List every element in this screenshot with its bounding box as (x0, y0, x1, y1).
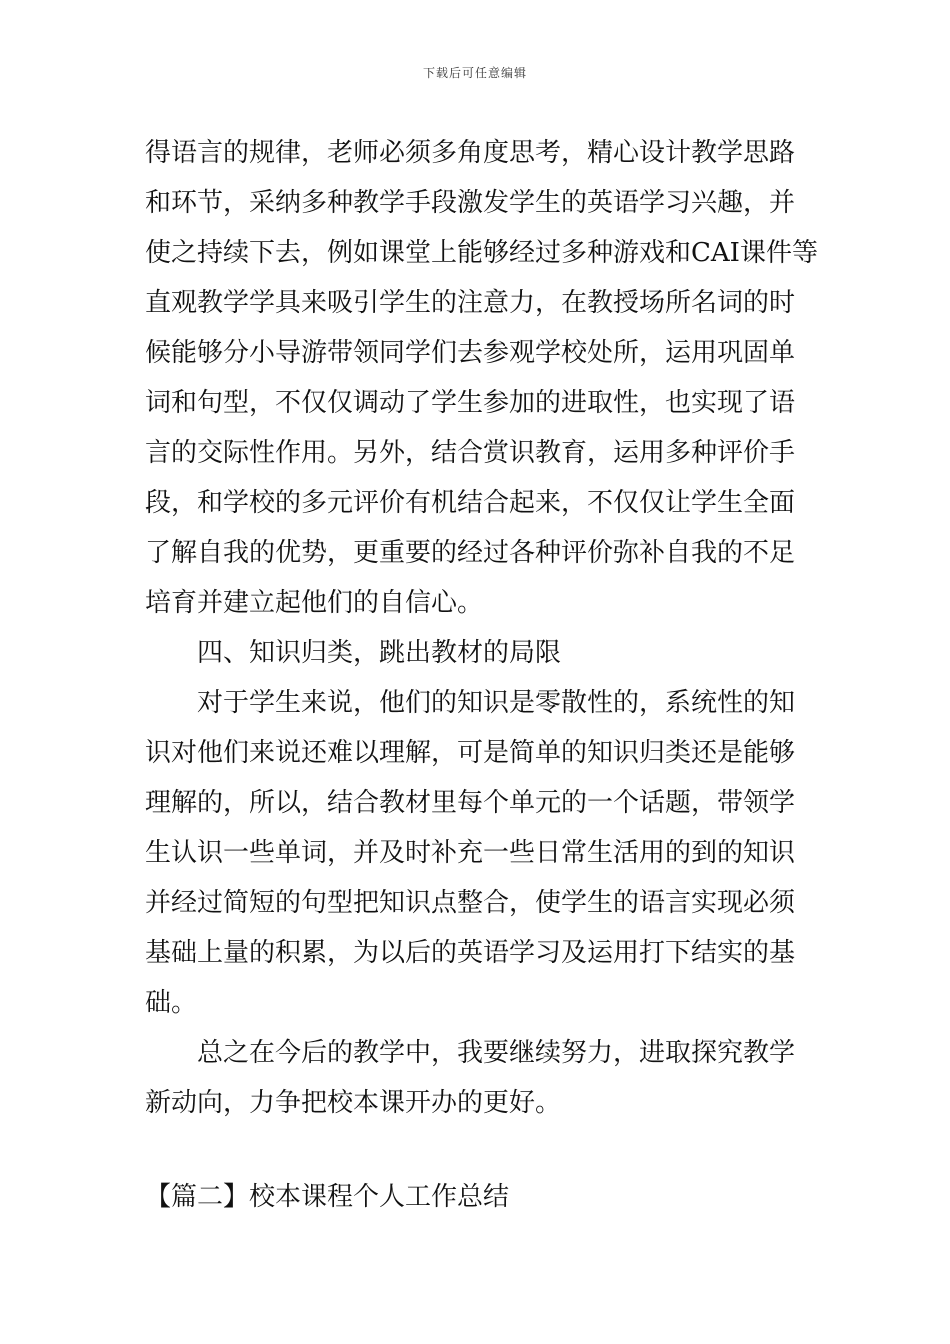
text-line: 识对他们来说还难以理解，可是简单的知识归类还是能够 (145, 738, 796, 768)
text-line: 直观教学学具来吸引学生的注意力，在教授场所名词的时 (145, 288, 796, 318)
text-line: 础。 (145, 988, 198, 1018)
text-line: 理解的，所以，结合教材里每个单元的一个话题，带领学 (145, 788, 796, 818)
text-line: 生认识一些单词，并及时补充一些日常生活用的到的知识 (145, 838, 796, 868)
text-line: 和环节，采纳多种教学手段激发学生的英语学习兴趣，并 (145, 188, 796, 218)
text-line: 并经过简短的句型把知识点整合，使学生的语言实现必须 (145, 888, 796, 918)
text-line: 候能够分小导游带领同学们去参观学校处所，运用巩固单 (145, 338, 796, 368)
text-line: 培育并建立起他们的自信心。 (145, 588, 484, 618)
document-body (145, 128, 818, 1128)
paragraph (145, 1028, 809, 1128)
text-line: 使之持续下去，例如课堂上能够经过多种游戏和CAI课件等 (145, 238, 818, 268)
text-line: 词和句型，不仅仅调动了学生参加的进取性，也实现了语 (145, 388, 796, 418)
text-line: 段，和学校的多元评价有机结合起来，不仅仅让学生全面 (145, 488, 796, 518)
paragraph-heading (145, 628, 809, 678)
text-line: 得语言的规律，老师必须多角度思考，精心设计教学思路 (145, 138, 796, 168)
text-line: 新动向，力争把校本课开办的更好。 (145, 1088, 562, 1118)
paragraph (145, 678, 809, 1028)
text-line: 对于学生来说，他们的知识是零散性的，系统性的知 (197, 688, 796, 718)
text-line: 基础上量的积累，为以后的英语学习及运用打下结实的基 (145, 938, 796, 968)
text-line: 四、知识归类，跳出教材的局限 (197, 638, 562, 668)
text-line: 总之在今后的教学中，我要继续努力，进取探究教学 (197, 1038, 796, 1068)
paragraph (145, 128, 818, 628)
text-line: 了解自我的优势，更重要的经过各种评价弥补自我的不足 (145, 538, 796, 568)
section-title: 【篇二】校本课程个人工作总结 (145, 1182, 510, 1212)
text-line: 言的交际性作用。另外，结合赏识教育，运用多种评价手 (145, 438, 796, 468)
page-header-note: 下载后可任意编辑 (422, 66, 527, 80)
